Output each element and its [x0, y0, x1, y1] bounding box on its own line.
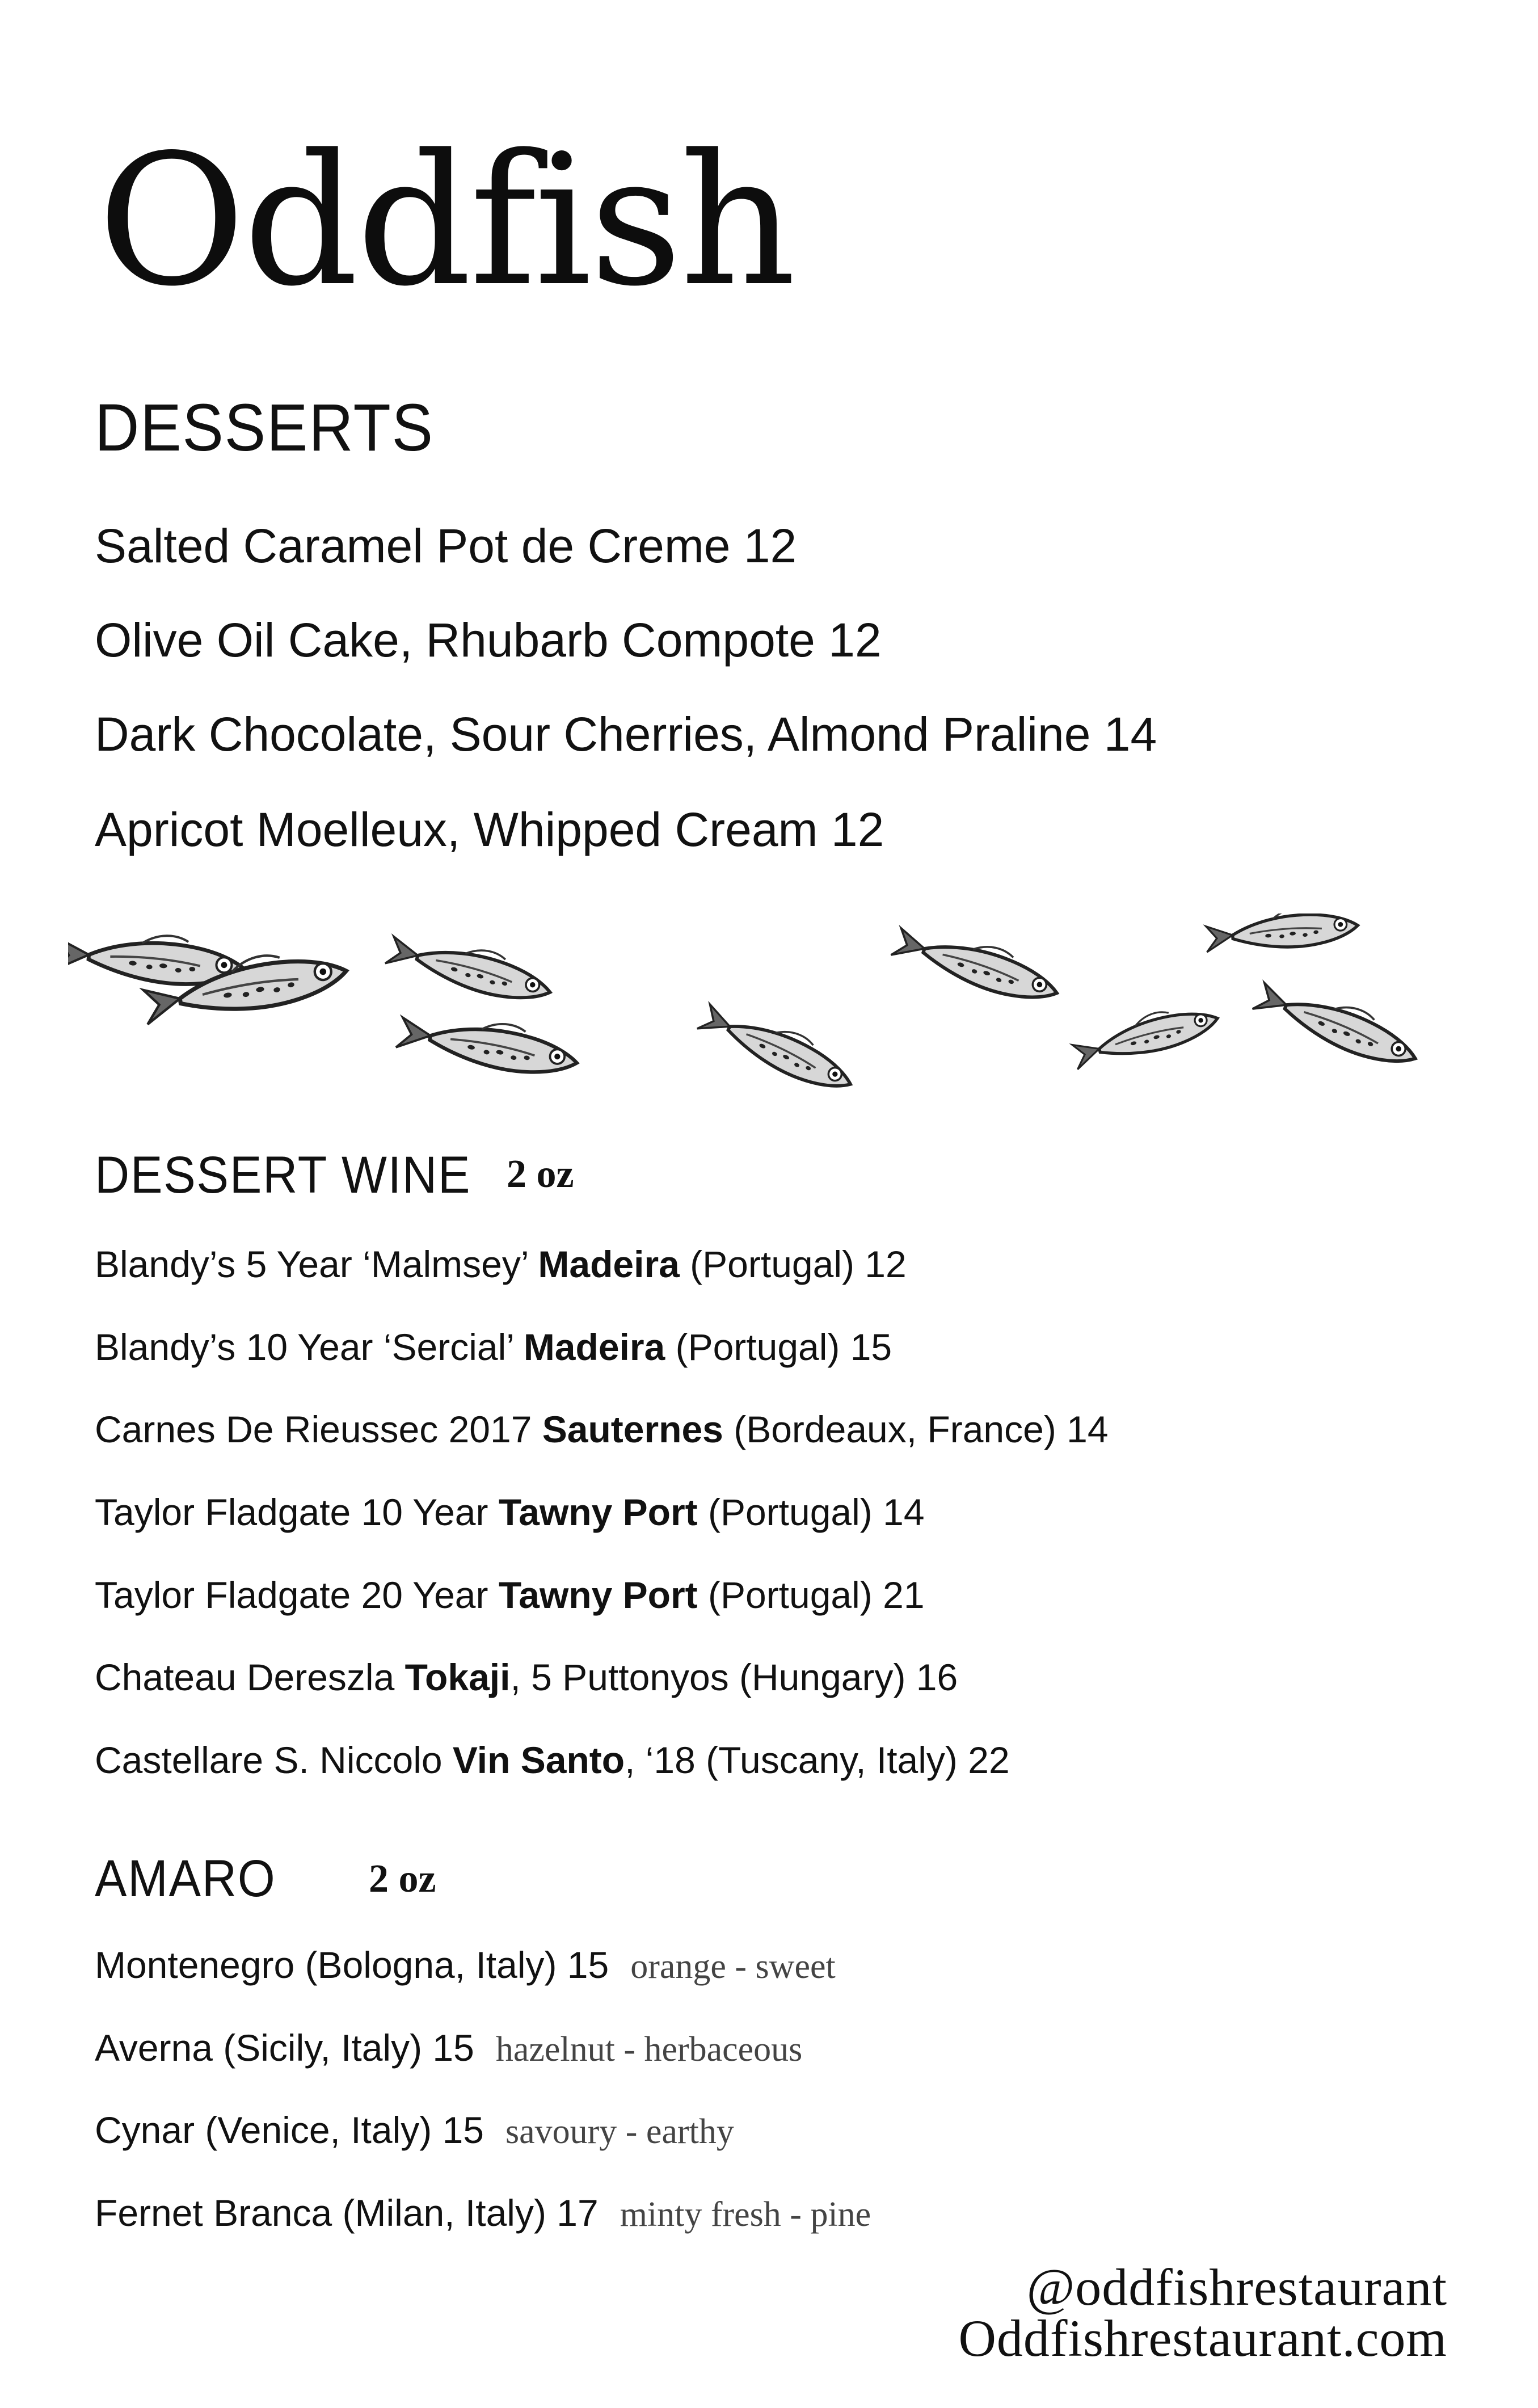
tasting-note: hazelnut - herbaceous — [495, 2030, 803, 2069]
wine-item: Castellare S. Niccolo Vin Santo, ‘18 (Tuscany, Italy) 22 — [95, 1739, 1010, 1781]
tasting-note: orange - sweet — [630, 1947, 836, 1986]
fish-icon — [385, 926, 557, 1009]
fish-icon — [1204, 913, 1359, 954]
dessert-wine-heading: DESSERT WINE — [95, 1146, 471, 1204]
wine-item: Chateau Dereszla Tokaji, 5 Puttonyos (Hungary) 16 — [95, 1656, 958, 1698]
wine-item: Blandy’s 5 Year ‘Malmsey’ Madeira (Portugal) 12 — [95, 1243, 907, 1285]
dessert-item: Apricot Moelleux, Whipped Cream 12 — [95, 803, 884, 856]
wine-item: Taylor Fladgate 10 Year Tawny Port (Portugal) 14 — [95, 1491, 925, 1533]
wine-item: Carnes De Rieussec 2017 Sauternes (Bordeaux, France) 14 — [95, 1408, 1109, 1450]
amaro-pour-size: 2 oz — [369, 1857, 436, 1901]
amaro-item: Averna (Sicily, Italy) 15 hazelnut - herbaceous — [95, 2027, 803, 2069]
restaurant-logo: Oddfish — [98, 116, 794, 326]
fish-icon — [696, 995, 861, 1100]
fish-icon — [395, 1006, 582, 1081]
wine-item: Taylor Fladgate 20 Year Tawny Port (Portugal) 21 — [95, 1574, 925, 1616]
fish-icon — [1069, 997, 1221, 1071]
social-handle: @oddfishrestaurant — [1026, 2258, 1447, 2316]
amaro-item: Cynar (Venice, Italy) 15 savoury - earthy — [95, 2109, 734, 2151]
tasting-note: minty fresh - pine — [620, 2195, 871, 2234]
website-url: Oddfishrestaurant.com — [958, 2309, 1447, 2367]
dessert-item: Olive Oil Cake, Rhubarb Compote 12 — [95, 613, 882, 667]
wine-item: Blandy’s 10 Year ‘Sercial’ Madeira (Portugal) 15 — [95, 1326, 892, 1368]
dessert-wine-pour-size: 2 oz — [507, 1152, 574, 1196]
dessert-item: Salted Caramel Pot de Creme 12 — [95, 519, 797, 572]
amaro-item: Montenegro (Bologna, Italy) 15 orange - sweet — [95, 1944, 836, 1986]
amaro-heading: AMARO — [95, 1850, 276, 1908]
tasting-note: savoury - earthy — [505, 2112, 734, 2151]
fish-icon — [890, 917, 1064, 1010]
fish-icon — [1252, 973, 1425, 1075]
desserts-heading: DESSERTS — [95, 390, 434, 465]
dessert-item: Dark Chocolate, Sour Cherries, Almond Praline 14 — [95, 708, 1157, 761]
fish-school-illustration — [68, 913, 1464, 1101]
amaro-item: Fernet Branca (Milan, Italy) 17 minty fresh - pine — [95, 2192, 871, 2234]
